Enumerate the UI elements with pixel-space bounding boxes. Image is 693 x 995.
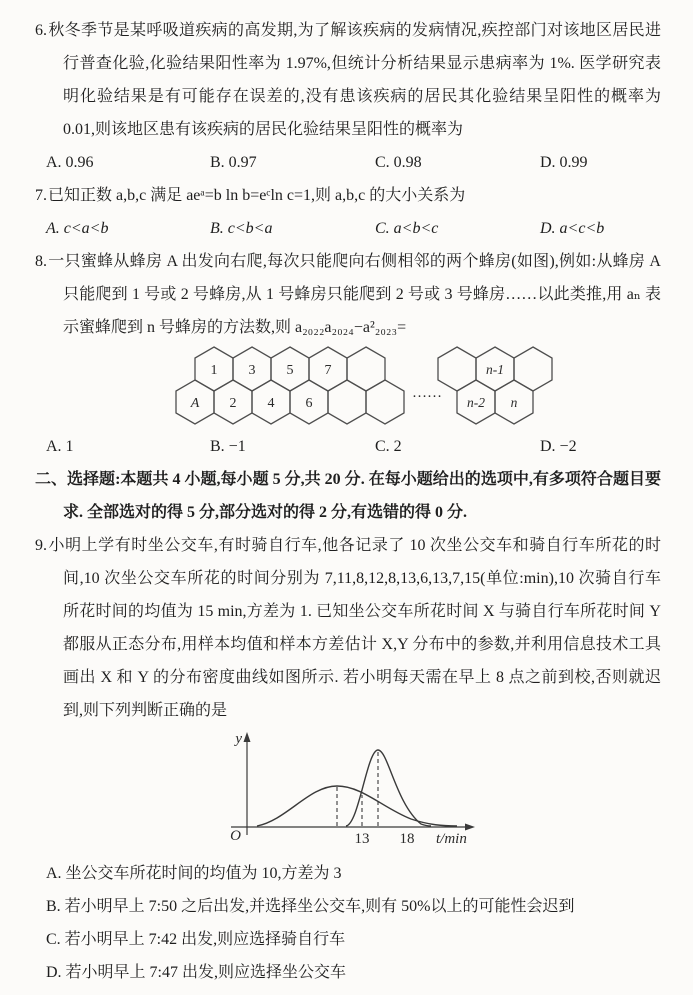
option-a: A. 1 <box>46 438 74 455</box>
x-axis-label: t/min <box>436 831 467 847</box>
question-7-text <box>35 179 661 212</box>
option-c: C. 0.98 <box>375 154 422 171</box>
question-7-options <box>46 212 661 245</box>
hex-label-5: 5 <box>286 363 294 378</box>
question-8-options <box>46 430 661 463</box>
hex-cell-blank <box>514 347 552 391</box>
option-c: C. a<b<c <box>375 220 439 237</box>
hex-cell-blank <box>438 347 476 391</box>
option-b: B. −1 <box>210 438 246 455</box>
question-8-number: 8. <box>35 253 47 270</box>
option-b: B. 若小明早上 7:50 之后出发,并选择坐公交车,则有 50%以上的可能性会迟到 <box>46 898 575 915</box>
hex-label-n: n <box>510 395 518 410</box>
option-d: D. −2 <box>540 438 577 455</box>
question-6-number: 6. <box>35 22 47 39</box>
question-7-number: 7. <box>35 187 47 204</box>
hex-label-4: 4 <box>267 396 275 411</box>
hex-cell-blank <box>366 380 404 424</box>
hex-label-n-2: n-2 <box>467 395 485 410</box>
question-8-body: 一只蜜蜂从蜂房 A 出发向右爬,每次只能爬向右侧相邻的两个蜂房(如图),例如:从蜂房 A 只能爬到 1 号或 2 号蜂房,从 1 号蜂房只能爬到 2 号或 3 号蜂房……以此类推,用 aₙ 表示蜜蜂爬到 n 号蜂房的方法数,则 a₂₀₂₂a₂₀₂₄−a²₂₀₂₃= <box>48 253 661 336</box>
origin-label: O <box>230 828 241 844</box>
y-axis-label: y <box>235 731 242 747</box>
question-9-options <box>46 857 661 989</box>
density-curve-graph <box>185 727 661 857</box>
hex-cell-blank <box>328 380 366 424</box>
hex-label-6: 6 <box>305 396 313 411</box>
question-9-body: 小明上学有时坐公交车,有时骑自行车,他各记录了 10 次坐公交车和骑自行车所花的时间,10 次坐公交车所花的时间分别为 7,11,8,12,8,13,6,13,7,15(单位:min),10 次骑自行车所花时间的均值为 15 min,方差为 1. 已知坐公交车所花时间 X 与骑自行车所花时间 Y 都服从正态分布,用样本均值和样本方差估计 X,Y 分布中的参数,并利用信息技术工具画出 X 和 Y 的分布密度曲线如图所示. 若小明每天需在早上 8 点之前到校,否则就迟到,则下列判断正确的是 <box>48 537 661 719</box>
x-axis-arrowhead <box>465 824 475 831</box>
question-6-text <box>35 14 661 146</box>
hex-label-n-1: n-1 <box>486 362 504 377</box>
option-b: B. 0.97 <box>210 154 257 171</box>
hex-label-7: 7 <box>324 363 332 378</box>
tick-label-13: 13 <box>354 831 370 847</box>
question-8-text <box>35 245 661 344</box>
bike-density-curve <box>346 750 431 826</box>
y-axis-arrowhead <box>244 732 251 742</box>
hex-label-3: 3 <box>248 363 256 378</box>
section-2-header: 二、选择题:本题共 4 小题,每小题 5 分,共 20 分. 在每小题给出的选项中,有多项符合题目要求. 全部选对的得 5 分,部分选对的得 2 分,有选错的得 0 分. <box>35 471 661 521</box>
option-d: D. 0.99 <box>540 154 588 171</box>
option-d: D. a<c<b <box>540 220 605 237</box>
hex-cell-blank <box>347 347 385 391</box>
density-curve-svg <box>185 727 485 855</box>
option-a: A. 0.96 <box>46 154 94 171</box>
hex-label-2: 2 <box>229 396 237 411</box>
question-6-options <box>46 146 661 179</box>
hex-label-A: A <box>190 396 200 411</box>
question-7-body: 已知正数 a,b,c 满足 aeᵃ=b ln b=eᶜln c=1,则 a,b,c 的大小关系为 <box>48 187 466 204</box>
tick-label-18: 18 <box>399 831 415 847</box>
option-b: B. c<b<a <box>210 220 273 237</box>
ellipsis-dots: …… <box>412 385 442 401</box>
option-c: C. 2 <box>375 438 402 455</box>
option-c: C. 若小明早上 7:42 出发,则应选择骑自行车 <box>46 931 346 948</box>
option-a: A. c<a<b <box>46 220 109 237</box>
option-d: D. 若小明早上 7:47 出发,则应选择坐公交车 <box>46 964 347 981</box>
question-9-number: 9. <box>35 537 47 554</box>
option-a: A. 坐公交车所花时间的均值为 10,方差为 3 <box>46 865 342 882</box>
honeycomb-diagram <box>175 345 661 429</box>
honeycomb-svg <box>175 345 560 427</box>
question-6-body: 秋冬季节是某呼吸道疾病的高发期,为了解该疾病的发病情况,疾控部门对该地区居民进行普查化验,化验结果阳性率为 1.97%,但统计分析结果显示患病率为 1%. 医学研究表明化验结果是有可能存在误差的,没有患该疾病的居民其化验结果呈阳性的概率为 0.01,则该地区患有该疾病的居民化验结果呈阳性的概率为 <box>48 22 661 138</box>
hex-label-1: 1 <box>210 363 218 378</box>
question-9-text <box>35 529 661 727</box>
